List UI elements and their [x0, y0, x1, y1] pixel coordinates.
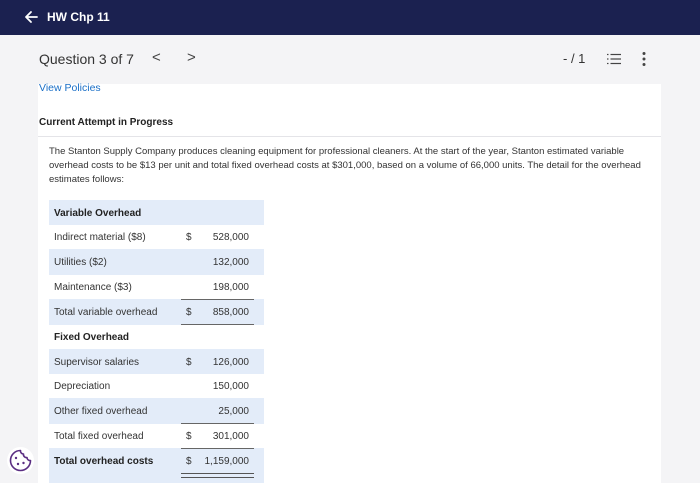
question-score: - / 1	[563, 51, 586, 66]
row-label: Utilities ($2)	[54, 257, 107, 268]
row-label: Indirect material ($8)	[54, 232, 146, 243]
divider	[38, 136, 661, 137]
question-counter: Question 3 of 7	[39, 51, 134, 67]
table-row	[49, 399, 264, 423]
table-row	[49, 374, 264, 398]
table-row	[49, 300, 264, 324]
row-currency: $	[186, 431, 192, 442]
table-row	[49, 225, 264, 249]
next-question-button[interactable]: >	[187, 49, 196, 66]
arrow-left-icon[interactable]	[22, 8, 40, 26]
row-amount: 198,000	[212, 282, 249, 293]
list-icon[interactable]	[607, 53, 621, 65]
row-currency: $	[186, 456, 192, 467]
cookie-settings-button[interactable]	[7, 447, 34, 474]
variable-overhead-heading: Variable Overhead	[54, 208, 142, 219]
row-amount: 301,000	[212, 431, 249, 442]
top-bar	[0, 0, 700, 35]
row-amount: 132,000	[212, 257, 249, 268]
row-amount: 528,000	[212, 232, 249, 243]
row-amount: 25,000	[218, 406, 249, 417]
table-heading-row	[49, 325, 264, 349]
row-label: Maintenance ($3)	[54, 282, 132, 293]
grand-total-rule	[181, 473, 254, 478]
table-row	[49, 275, 264, 299]
table-heading-row	[49, 201, 264, 225]
row-label: Total overhead costs	[54, 456, 154, 467]
previous-question-button[interactable]: <	[152, 49, 161, 66]
row-label: Other fixed overhead	[54, 406, 148, 417]
course-title: HW Chp 11	[47, 10, 110, 24]
row-amount: 858,000	[212, 307, 249, 318]
more-vertical-icon[interactable]	[641, 51, 647, 67]
attempt-status: Current Attempt in Progress	[39, 117, 174, 128]
table-row	[49, 250, 264, 274]
row-currency: $	[186, 307, 192, 318]
cookie-icon	[7, 447, 34, 474]
fixed-overhead-heading: Fixed Overhead	[54, 332, 130, 343]
row-amount: 1,159,000	[204, 456, 249, 467]
row-amount: 126,000	[212, 357, 249, 368]
row-label: Supervisor salaries	[54, 357, 140, 368]
row-label: Total fixed overhead	[54, 431, 144, 442]
row-amount: 150,000	[212, 381, 249, 392]
view-policies-link[interactable]: View Policies	[39, 82, 101, 94]
overhead-table	[49, 200, 264, 483]
table-row	[49, 424, 264, 448]
row-currency: $	[186, 232, 192, 243]
row-currency: $	[186, 357, 192, 368]
problem-statement: The Stanton Supply Company produces cleaning equipment for professional cleaners. At the start of the year, Stanton estimated variable overhead costs to be $13 per unit and total fixed overhead costs at $301,000, based on a volume of 66,000 units. The detail for the overhead estimates follows:	[49, 146, 641, 185]
table-row	[49, 449, 264, 473]
row-label: Total variable overhead	[54, 307, 158, 318]
row-label: Depreciation	[54, 381, 111, 392]
table-row	[49, 350, 264, 374]
